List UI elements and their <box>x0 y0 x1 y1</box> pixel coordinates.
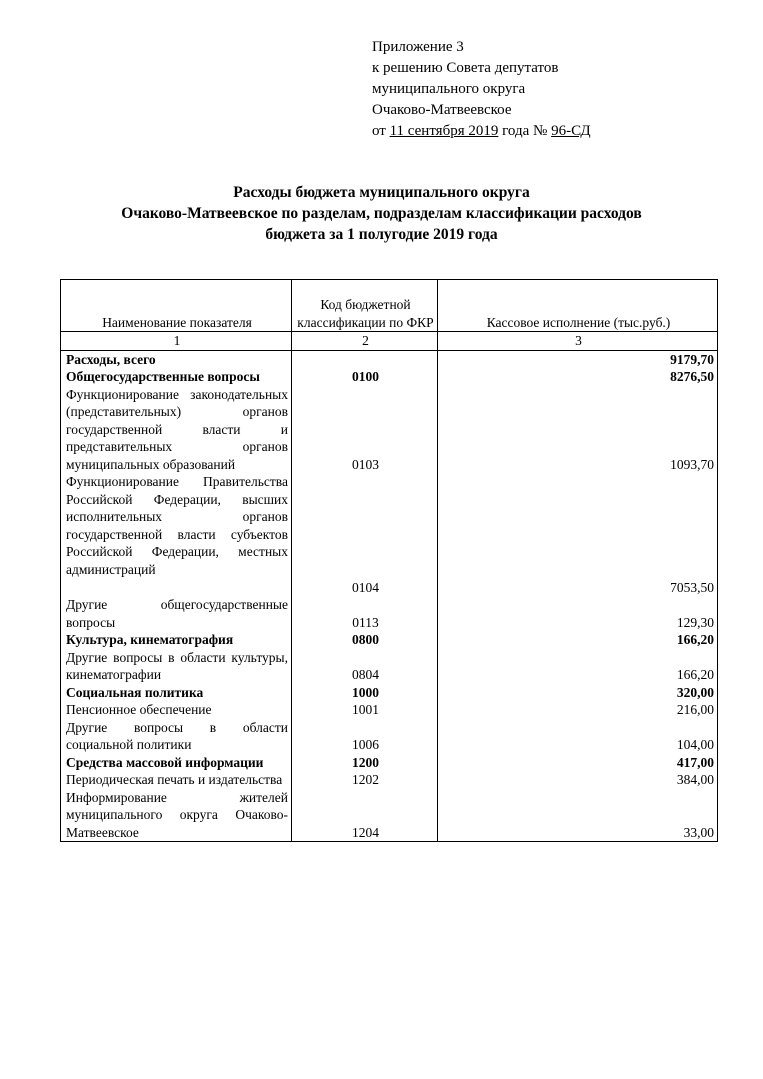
appendix-line: Очаково-Матвеевское <box>372 102 512 118</box>
row-code-cell: 1202 <box>292 771 438 789</box>
document-title <box>40 182 723 245</box>
row-name-cell: Общегосударственные вопросы <box>61 368 292 386</box>
row-amount-cell: 104,00 <box>438 719 718 754</box>
expenses-table <box>60 279 718 842</box>
date-mid: года № <box>498 123 552 139</box>
row-amount-cell: 384,00 <box>438 771 718 789</box>
row-name-cell: Социальная политика <box>61 684 292 702</box>
table-row <box>61 684 718 702</box>
column-number: 1 <box>61 332 292 351</box>
decision-date: 11 сентября 2019 <box>389 123 499 139</box>
row-code-cell: 1200 <box>292 754 438 772</box>
row-amount-cell: 216,00 <box>438 701 718 719</box>
table-row <box>61 754 718 772</box>
row-name-cell: Средства массовой информации <box>61 754 292 772</box>
table-row <box>61 386 718 474</box>
row-amount-cell: 320,00 <box>438 684 718 702</box>
row-name-cell: Информирование жителей муниципального округа Очаково-Матвеевское <box>61 789 292 842</box>
row-amount-cell: 166,20 <box>438 649 718 684</box>
table-row <box>61 631 718 649</box>
row-code-cell: 0804 <box>292 649 438 684</box>
row-code-cell: 0104 <box>292 473 438 596</box>
table-row <box>61 719 718 754</box>
row-amount-cell: 7053,50 <box>438 473 718 596</box>
row-code-cell: 0800 <box>292 631 438 649</box>
table-row <box>61 596 718 631</box>
table-row <box>61 789 718 842</box>
row-amount-cell: 129,30 <box>438 596 718 631</box>
table-row <box>61 649 718 684</box>
row-amount-cell: 166,20 <box>438 631 718 649</box>
row-amount-cell: 9179,70 <box>438 350 718 368</box>
appendix-line: Приложение 3 <box>372 39 464 55</box>
date-prefix: от <box>372 123 390 139</box>
row-name-cell: Периодическая печать и издательства <box>61 771 292 789</box>
row-code-cell: 1204 <box>292 789 438 842</box>
row-amount-cell: 417,00 <box>438 754 718 772</box>
row-amount-cell: 1093,70 <box>438 386 718 474</box>
row-code-cell <box>292 350 438 368</box>
title-line: бюджета за 1 полугодие 2019 года <box>265 226 498 243</box>
row-code-cell: 0100 <box>292 368 438 386</box>
row-amount-cell: 8276,50 <box>438 368 718 386</box>
header-name: Наименование показателя <box>61 280 292 332</box>
column-number: 3 <box>438 332 718 351</box>
table-row <box>61 368 718 386</box>
column-number: 2 <box>292 332 438 351</box>
row-name-cell: Функционирование законодательных (представительных) органов государственной власти и представительных органов муниципальных образований <box>61 386 292 474</box>
appendix-date-line <box>372 121 591 142</box>
row-code-cell: 1006 <box>292 719 438 754</box>
column-number-row <box>61 332 718 351</box>
title-line: Расходы бюджета муниципального округа <box>233 184 530 201</box>
table-row <box>61 473 718 596</box>
decision-number: 96-СД <box>551 123 591 139</box>
header-code: Код бюджетной классификации по ФКР <box>292 280 438 332</box>
row-name-cell: Расходы, всего <box>61 350 292 368</box>
title-line: Очаково-Матвеевское по разделам, подразделам классификации расходов <box>121 205 642 222</box>
row-name-cell: Другие общегосударственные вопросы <box>61 596 292 631</box>
table-body <box>61 350 718 842</box>
table-header-row <box>61 280 718 332</box>
table-row <box>61 771 718 789</box>
row-code-cell: 1001 <box>292 701 438 719</box>
header-amount: Кассовое исполнение (тыс.руб.) <box>438 280 718 332</box>
row-name-cell: Функционирование Правительства Российской Федерации, высших исполнительных органов государственной власти субъектов Российской Федерации, местных администраций <box>61 473 292 596</box>
appendix-line: к решению Совета депутатов <box>372 60 559 76</box>
row-code-cell: 1000 <box>292 684 438 702</box>
row-code-cell: 0103 <box>292 386 438 474</box>
row-name-cell: Культура, кинематография <box>61 631 292 649</box>
appendix-block <box>372 37 591 142</box>
table-row <box>61 350 718 368</box>
row-name-cell: Другие вопросы в области социальной политики <box>61 719 292 754</box>
row-name-cell: Пенсионное обеспечение <box>61 701 292 719</box>
table-row <box>61 701 718 719</box>
row-code-cell: 0113 <box>292 596 438 631</box>
appendix-line: муниципального округа <box>372 81 526 97</box>
row-amount-cell: 33,00 <box>438 789 718 842</box>
row-name-cell: Другие вопросы в области культуры, кинематографии <box>61 649 292 684</box>
